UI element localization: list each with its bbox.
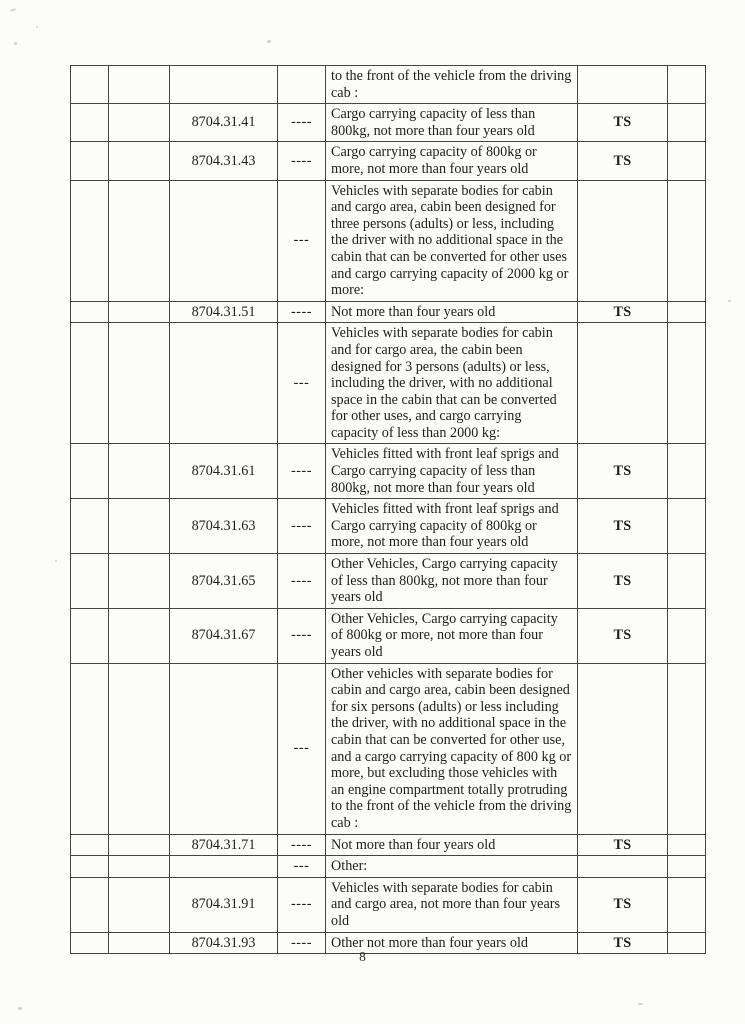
- scan-artifact: [36, 26, 38, 28]
- empty-cell: [71, 856, 109, 878]
- status-cell: [578, 856, 668, 878]
- code-cell: [170, 663, 278, 834]
- empty-cell: [668, 663, 706, 834]
- table-row: [71, 554, 706, 609]
- scan-artifact: [728, 300, 731, 302]
- empty-cell: [71, 877, 109, 932]
- description-cell: Cargo carrying capacity of 800kg or more, not more than four years old: [326, 142, 578, 180]
- empty-cell: [109, 499, 170, 554]
- status-cell: [578, 180, 668, 301]
- status-cell: TS: [578, 104, 668, 142]
- table-row: [71, 856, 706, 878]
- dash-level-cell: ---: [278, 323, 326, 444]
- table-row: [71, 834, 706, 856]
- empty-cell: [71, 323, 109, 444]
- description-cell: Vehicles fitted with front leaf sprigs and Cargo carrying capacity of less than 800kg, not more than four years old: [326, 444, 578, 499]
- code-cell: 8704.31.71: [170, 834, 278, 856]
- status-cell: TS: [578, 301, 668, 323]
- description-cell: Other Vehicles, Cargo carrying capacity of 800kg or more, not more than four years old: [326, 608, 578, 663]
- empty-cell: [109, 554, 170, 609]
- code-cell: [170, 180, 278, 301]
- status-cell: TS: [578, 444, 668, 499]
- dash-level-cell: ----: [278, 104, 326, 142]
- dash-level-cell: [278, 66, 326, 104]
- dash-level-cell: ----: [278, 301, 326, 323]
- status-cell: TS: [578, 499, 668, 554]
- scan-artifact: [14, 42, 17, 45]
- empty-cell: [109, 663, 170, 834]
- dash-level-cell: ---: [278, 856, 326, 878]
- empty-cell: [71, 834, 109, 856]
- description-cell: Vehicles with separate bodies for cabin and cargo area, not more than four years old: [326, 877, 578, 932]
- table-row: [71, 301, 706, 323]
- dash-level-cell: ---: [278, 663, 326, 834]
- empty-cell: [109, 834, 170, 856]
- description-cell: Cargo carrying capacity of less than 800kg, not more than four years old: [326, 104, 578, 142]
- table-row: [71, 663, 706, 834]
- scan-artifact: [638, 1003, 643, 1005]
- empty-cell: [109, 856, 170, 878]
- dash-level-cell: ----: [278, 608, 326, 663]
- empty-cell: [71, 66, 109, 104]
- dash-level-cell: ---: [278, 180, 326, 301]
- description-cell: to the front of the vehicle from the driving cab :: [326, 66, 578, 104]
- code-cell: 8704.31.61: [170, 444, 278, 499]
- scan-artifact: [267, 40, 271, 43]
- status-cell: TS: [578, 554, 668, 609]
- empty-cell: [668, 444, 706, 499]
- empty-cell: [71, 301, 109, 323]
- dash-level-cell: ----: [278, 554, 326, 609]
- status-cell: [578, 323, 668, 444]
- empty-cell: [71, 180, 109, 301]
- empty-cell: [109, 180, 170, 301]
- description-cell: Not more than four years old: [326, 834, 578, 856]
- status-cell: TS: [578, 142, 668, 180]
- dash-level-cell: ----: [278, 932, 326, 954]
- empty-cell: [668, 499, 706, 554]
- table-row: [71, 444, 706, 499]
- empty-cell: [109, 142, 170, 180]
- table-row: [71, 877, 706, 932]
- code-cell: [170, 323, 278, 444]
- empty-cell: [109, 104, 170, 142]
- scan-artifact: [10, 8, 16, 12]
- code-cell: 8704.31.41: [170, 104, 278, 142]
- page-number: 8: [359, 949, 366, 964]
- status-cell: [578, 66, 668, 104]
- empty-cell: [668, 323, 706, 444]
- empty-cell: [71, 663, 109, 834]
- table-row: [71, 608, 706, 663]
- code-cell: [170, 66, 278, 104]
- scan-artifact: [18, 1007, 22, 1010]
- tariff-table: [70, 65, 706, 954]
- table-row: [71, 104, 706, 142]
- status-cell: TS: [578, 877, 668, 932]
- empty-cell: [668, 104, 706, 142]
- description-cell: Vehicles with separate bodies for cabin and for cargo area, the cabin been designed for 3 persons (adults) or less, including the driver, with no additional space in the cabin that can be converted for other uses, and cargo carrying capacity of less than 2000 kg:: [326, 323, 578, 444]
- dash-level-cell: ----: [278, 499, 326, 554]
- empty-cell: [668, 834, 706, 856]
- empty-cell: [668, 608, 706, 663]
- status-cell: TS: [578, 608, 668, 663]
- empty-cell: [109, 66, 170, 104]
- description-cell: Vehicles with separate bodies for cabin and cargo area, cabin been designed for three persons (adults) or less, including the driver with no additional space in the cabin that can be converted for other uses and cargo carrying capacity of 2000 kg or more:: [326, 180, 578, 301]
- description-cell: Other vehicles with separate bodies for cabin and cargo area, cabin been designed for six persons (adults) or less including the driver, with no additional space in the cabin that can be converted for other use, and a cargo carrying capacity of 800 kg or more, but excluding those vehicles with an engine compartment totally protruding to the front of the vehicle from the driving cab :: [326, 663, 578, 834]
- empty-cell: [109, 877, 170, 932]
- description-cell: Vehicles fitted with front leaf sprigs and Cargo carrying capacity of 800kg or more, not more than four years old: [326, 499, 578, 554]
- description-cell: Other not more than four years old: [326, 932, 578, 954]
- empty-cell: [109, 608, 170, 663]
- empty-cell: [668, 66, 706, 104]
- code-cell: 8704.31.67: [170, 608, 278, 663]
- description-cell: Other Vehicles, Cargo carrying capacity of less than 800kg, not more than four years old: [326, 554, 578, 609]
- empty-cell: [668, 180, 706, 301]
- table-row: [71, 499, 706, 554]
- scan-artifact: [55, 560, 57, 562]
- code-cell: 8704.31.65: [170, 554, 278, 609]
- empty-cell: [668, 554, 706, 609]
- table-row: [71, 66, 706, 104]
- empty-cell: [109, 323, 170, 444]
- empty-cell: [71, 142, 109, 180]
- empty-cell: [109, 301, 170, 323]
- table-row: [71, 180, 706, 301]
- dash-level-cell: ----: [278, 142, 326, 180]
- empty-cell: [71, 444, 109, 499]
- table-row: [71, 323, 706, 444]
- code-cell: 8704.31.63: [170, 499, 278, 554]
- empty-cell: [668, 877, 706, 932]
- code-cell: 8704.31.93: [170, 932, 278, 954]
- empty-cell: [668, 856, 706, 878]
- status-cell: TS: [578, 932, 668, 954]
- empty-cell: [71, 104, 109, 142]
- empty-cell: [668, 301, 706, 323]
- code-cell: 8704.31.51: [170, 301, 278, 323]
- status-cell: TS: [578, 834, 668, 856]
- description-cell: Not more than four years old: [326, 301, 578, 323]
- code-cell: 8704.31.43: [170, 142, 278, 180]
- empty-cell: [71, 608, 109, 663]
- code-cell: 8704.31.91: [170, 877, 278, 932]
- empty-cell: [109, 444, 170, 499]
- table-row: [71, 142, 706, 180]
- code-cell: [170, 856, 278, 878]
- empty-cell: [71, 554, 109, 609]
- description-cell: Other:: [326, 856, 578, 878]
- empty-cell: [71, 499, 109, 554]
- status-cell: [578, 663, 668, 834]
- dash-level-cell: ----: [278, 834, 326, 856]
- empty-cell: [668, 142, 706, 180]
- dash-level-cell: ----: [278, 877, 326, 932]
- dash-level-cell: ----: [278, 444, 326, 499]
